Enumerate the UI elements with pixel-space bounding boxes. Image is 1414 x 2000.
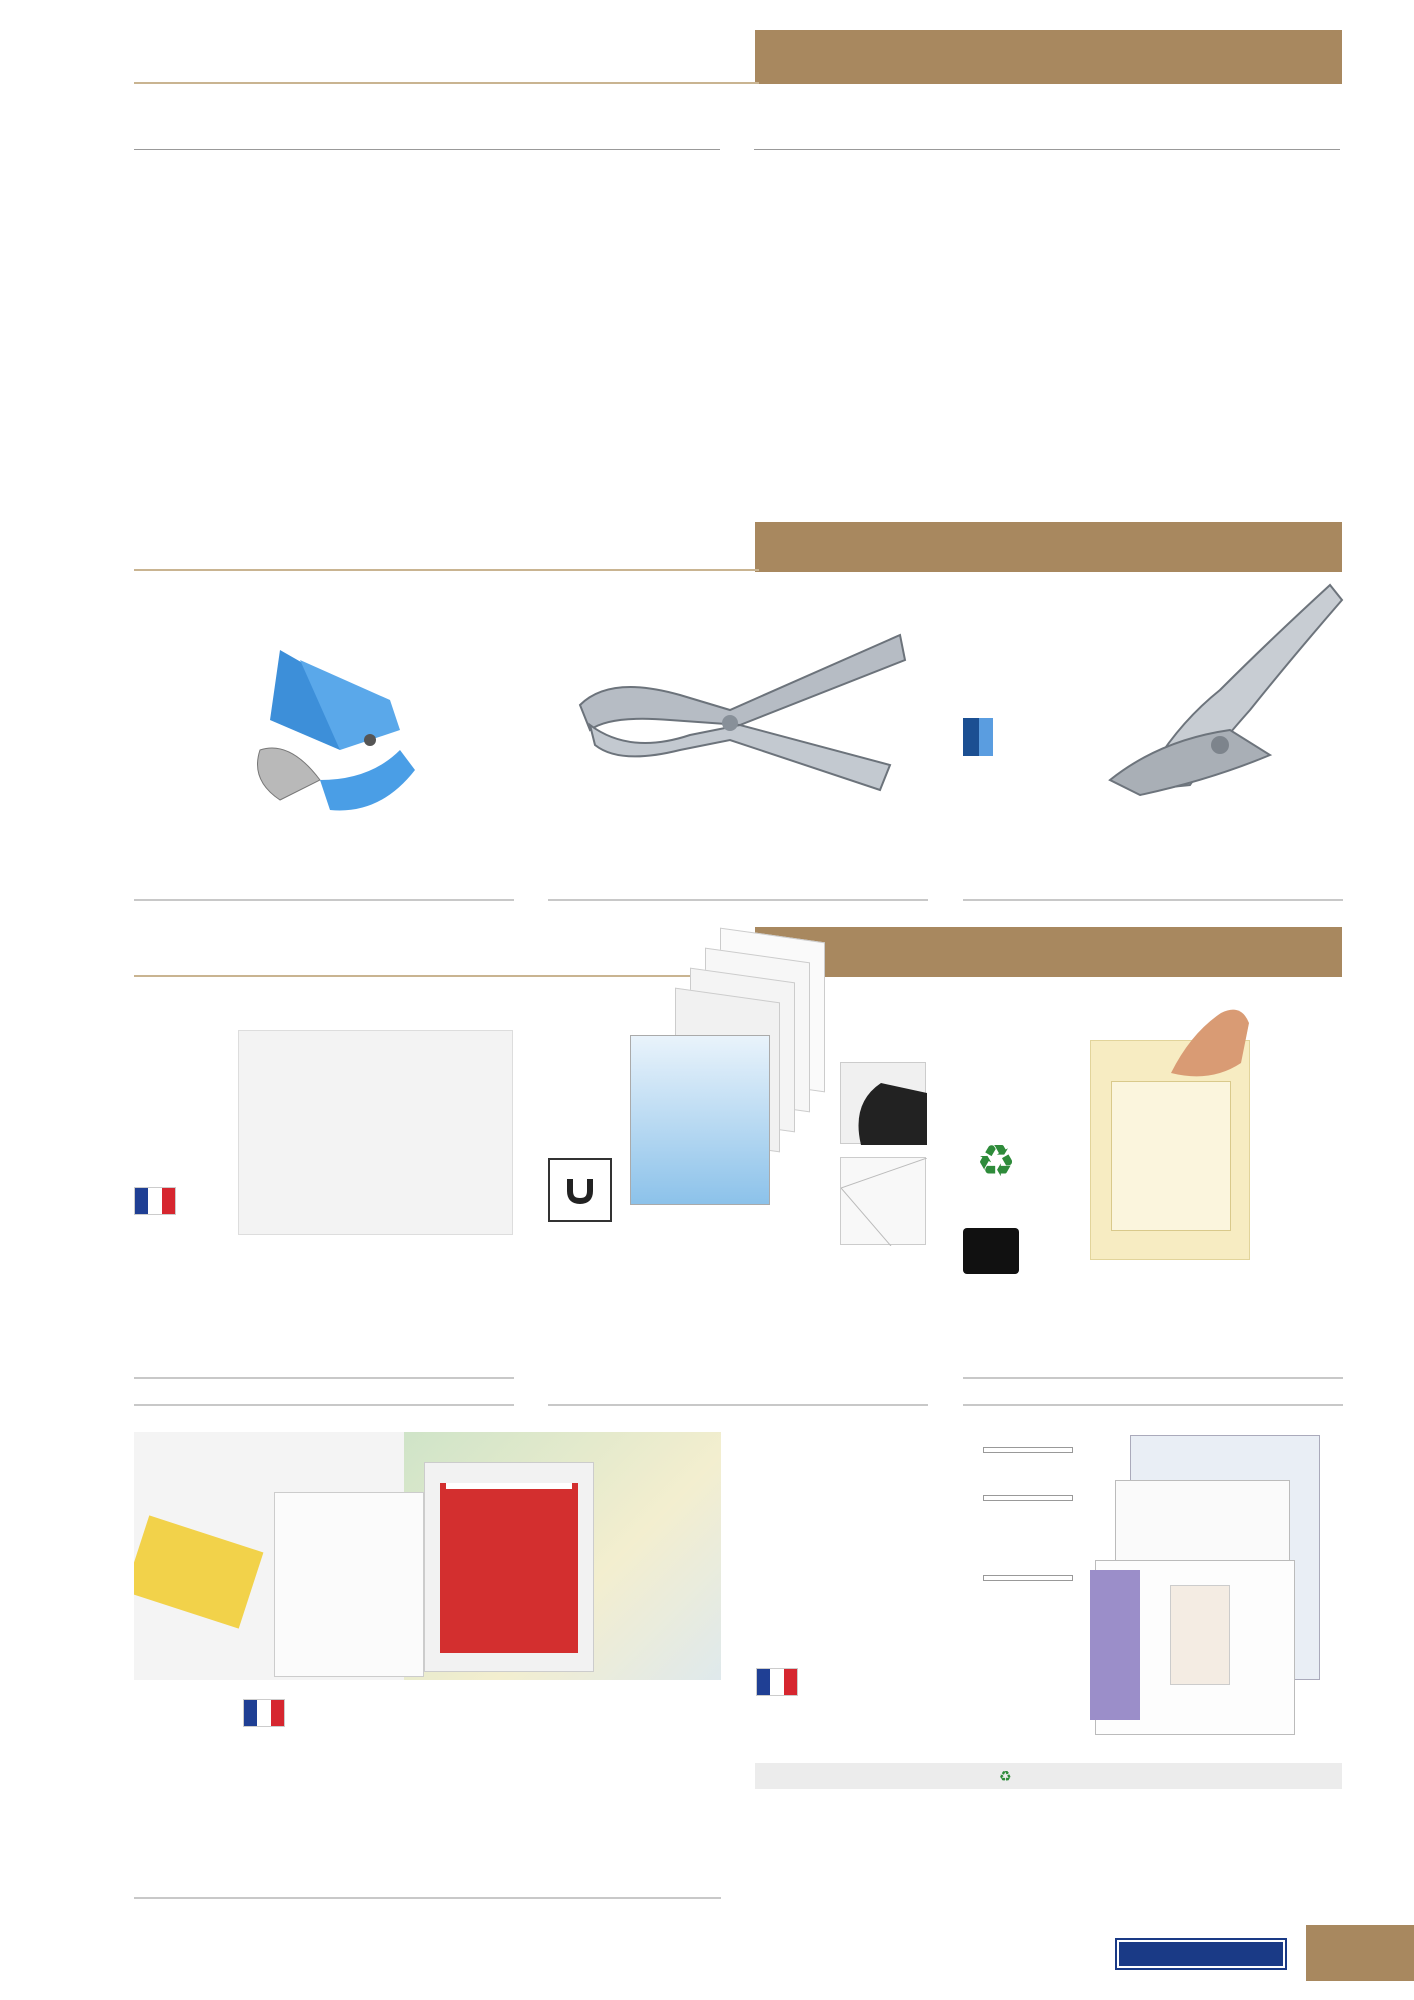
section-banner-agrafes: [755, 30, 1342, 84]
section-banner-arrache-agrafes: [755, 522, 1342, 572]
price-row: [134, 875, 514, 901]
recycle-icon: ♻: [999, 1767, 1012, 1784]
section-banner-pochettes: [755, 927, 1342, 977]
header-type: [134, 127, 241, 149]
heavy-duty-remover-image: [1100, 580, 1345, 805]
staples-table-right: [754, 127, 1340, 150]
staple-remover-image: [250, 630, 430, 820]
magnet-icon: [548, 1158, 612, 1222]
header-color: [241, 127, 720, 149]
recycle-icon: ♻: [976, 1137, 1016, 1186]
majuscule-logo: [1117, 1940, 1285, 1968]
pocket-stack-image: [630, 935, 830, 1195]
french-flag-icon: [243, 1699, 285, 1727]
table-header: [755, 1763, 1342, 1789]
size-label-box: [983, 1495, 1073, 1501]
price-row: [548, 875, 928, 901]
adhesive-pocket-image: [1090, 1040, 1250, 1260]
price-row: [548, 1380, 928, 1406]
french-flag-icon: [134, 1187, 176, 1215]
banner-rule: [134, 569, 759, 571]
garantie-badge: [963, 718, 993, 756]
sleeve-stack-image: [1090, 1435, 1325, 1735]
header-color: [861, 127, 1340, 149]
price-row: [134, 1380, 514, 1406]
price-row: [963, 875, 1343, 901]
size-label-box: [983, 1447, 1073, 1453]
table-header: [134, 127, 720, 149]
header-type: [754, 127, 861, 149]
price-row: [134, 1873, 721, 1899]
letter-board-image: [238, 1030, 513, 1235]
sleeves-table: [755, 1763, 1342, 1789]
banner-rule: [134, 82, 759, 84]
table-header: [754, 127, 1340, 149]
3l-office-logo: [963, 1228, 1019, 1274]
french-flag-icon: [756, 1668, 798, 1696]
corner-pocket-image: [840, 1157, 926, 1245]
staple-pliers-image: [570, 615, 910, 815]
page-number: [1306, 1925, 1414, 1981]
antimicrobial-photo: [134, 1432, 721, 1680]
staples-table-left: [134, 127, 720, 150]
size-label-box: [983, 1575, 1073, 1581]
price-row: [963, 1380, 1343, 1406]
price-row: [134, 1353, 514, 1379]
magnetic-corner-image: [840, 1062, 926, 1144]
price-row: [963, 1353, 1343, 1379]
